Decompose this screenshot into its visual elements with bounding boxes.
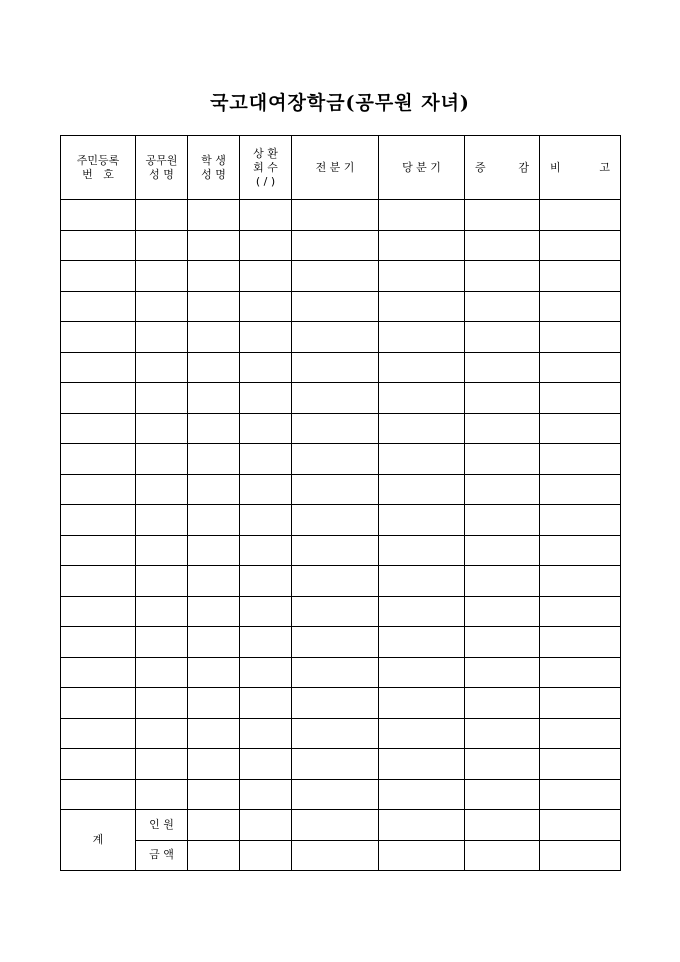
input-cell[interactable] <box>240 383 292 414</box>
input-cell[interactable] <box>379 749 465 780</box>
input-cell[interactable] <box>379 840 465 871</box>
header-row <box>61 136 621 200</box>
input-cell[interactable] <box>136 779 188 810</box>
header-change <box>465 136 540 200</box>
input-cell[interactable] <box>379 810 465 841</box>
input-cell[interactable] <box>61 230 136 261</box>
input-cell[interactable] <box>61 322 136 353</box>
input-cell[interactable] <box>240 749 292 780</box>
input-cell[interactable] <box>465 444 540 475</box>
header-text: ( / ) <box>255 174 276 188</box>
input-cell[interactable] <box>540 688 621 719</box>
input-cell[interactable] <box>240 291 292 322</box>
input-cell[interactable] <box>540 779 621 810</box>
input-cell[interactable] <box>292 596 379 627</box>
input-cell[interactable] <box>540 840 621 871</box>
input-cell[interactable] <box>540 627 621 658</box>
input-cell[interactable] <box>540 352 621 383</box>
input-cell[interactable] <box>61 200 136 231</box>
input-cell[interactable] <box>188 261 240 292</box>
input-cell[interactable] <box>61 596 136 627</box>
input-cell[interactable] <box>188 322 240 353</box>
table-row <box>61 200 621 231</box>
table-row <box>61 352 621 383</box>
input-cell[interactable] <box>465 352 540 383</box>
input-cell[interactable] <box>240 200 292 231</box>
input-cell[interactable] <box>240 230 292 261</box>
header-remarks <box>540 136 621 200</box>
input-cell[interactable] <box>188 810 240 841</box>
input-cell[interactable] <box>540 657 621 688</box>
header-previous-quarter <box>292 136 379 200</box>
input-cell[interactable] <box>540 383 621 414</box>
input-cell[interactable] <box>240 444 292 475</box>
input-cell[interactable] <box>379 291 465 322</box>
input-cell[interactable] <box>379 444 465 475</box>
input-cell[interactable] <box>540 413 621 444</box>
input-cell[interactable] <box>379 718 465 749</box>
header-text: 성 명 <box>201 167 226 181</box>
input-cell[interactable] <box>136 718 188 749</box>
input-cell[interactable] <box>292 413 379 444</box>
table-row <box>61 688 621 719</box>
input-cell[interactable] <box>188 657 240 688</box>
input-cell[interactable] <box>465 840 540 871</box>
total-label: 계 <box>61 810 136 871</box>
input-cell[interactable] <box>465 657 540 688</box>
input-cell[interactable] <box>465 322 540 353</box>
input-cell[interactable] <box>61 383 136 414</box>
input-cell[interactable] <box>465 230 540 261</box>
input-cell[interactable] <box>188 840 240 871</box>
input-cell[interactable] <box>292 749 379 780</box>
input-cell[interactable] <box>240 810 292 841</box>
input-cell[interactable] <box>540 322 621 353</box>
header-resident-number <box>61 136 136 200</box>
input-cell[interactable] <box>61 413 136 444</box>
input-cell[interactable] <box>465 505 540 536</box>
input-cell[interactable] <box>188 230 240 261</box>
input-cell[interactable] <box>465 596 540 627</box>
input-cell[interactable] <box>292 230 379 261</box>
input-cell[interactable] <box>292 322 379 353</box>
header-current-quarter <box>379 136 465 200</box>
input-cell[interactable] <box>379 200 465 231</box>
amount-label: 금 액 <box>136 840 188 871</box>
input-cell[interactable] <box>379 383 465 414</box>
input-cell[interactable] <box>379 322 465 353</box>
header-text: 당 분 기 <box>402 160 441 174</box>
input-cell[interactable] <box>540 718 621 749</box>
input-cell[interactable] <box>136 322 188 353</box>
input-cell[interactable] <box>61 474 136 505</box>
input-cell[interactable] <box>240 596 292 627</box>
input-cell[interactable] <box>136 627 188 658</box>
input-cell[interactable] <box>540 291 621 322</box>
header-official-name <box>136 136 188 200</box>
header-text: 증 <box>475 160 486 174</box>
footer-row-amount <box>61 840 621 871</box>
input-cell[interactable] <box>61 657 136 688</box>
input-cell[interactable] <box>61 444 136 475</box>
input-cell[interactable] <box>379 779 465 810</box>
input-cell[interactable] <box>379 535 465 566</box>
input-cell[interactable] <box>240 657 292 688</box>
input-cell[interactable] <box>465 383 540 414</box>
input-cell[interactable] <box>465 200 540 231</box>
input-cell[interactable] <box>540 230 621 261</box>
input-cell[interactable] <box>61 505 136 536</box>
table-row <box>61 383 621 414</box>
input-cell[interactable] <box>61 291 136 322</box>
table-row <box>61 535 621 566</box>
header-text: 감 <box>518 160 529 174</box>
input-cell[interactable] <box>136 383 188 414</box>
input-cell[interactable] <box>465 718 540 749</box>
input-cell[interactable] <box>188 566 240 597</box>
input-cell[interactable] <box>540 566 621 597</box>
input-cell[interactable] <box>188 291 240 322</box>
input-cell[interactable] <box>240 688 292 719</box>
input-cell[interactable] <box>465 474 540 505</box>
table-row <box>61 444 621 475</box>
header-repayment-count <box>240 136 292 200</box>
input-cell[interactable] <box>188 749 240 780</box>
input-cell[interactable] <box>292 779 379 810</box>
header-text: 회 수 <box>253 160 278 174</box>
header-text: 공무원 <box>145 153 178 167</box>
table-row <box>61 322 621 353</box>
input-cell[interactable] <box>540 810 621 841</box>
input-cell[interactable] <box>379 413 465 444</box>
input-cell[interactable] <box>540 444 621 475</box>
table-row <box>61 627 621 658</box>
input-cell[interactable] <box>292 474 379 505</box>
input-cell[interactable] <box>379 566 465 597</box>
input-cell[interactable] <box>188 627 240 658</box>
input-cell[interactable] <box>61 779 136 810</box>
input-cell[interactable] <box>465 535 540 566</box>
input-cell[interactable] <box>540 749 621 780</box>
input-cell[interactable] <box>240 322 292 353</box>
input-cell[interactable] <box>540 596 621 627</box>
input-cell[interactable] <box>188 352 240 383</box>
header-text: 주민등록 <box>76 153 120 167</box>
input-cell[interactable] <box>188 444 240 475</box>
input-cell[interactable] <box>240 474 292 505</box>
input-cell[interactable] <box>379 261 465 292</box>
input-cell[interactable] <box>188 535 240 566</box>
input-cell[interactable] <box>240 352 292 383</box>
input-cell[interactable] <box>136 230 188 261</box>
table-row <box>61 474 621 505</box>
table-row <box>61 413 621 444</box>
scholarship-table <box>60 135 621 871</box>
table-row <box>61 596 621 627</box>
input-cell[interactable] <box>136 688 188 719</box>
input-cell[interactable] <box>61 352 136 383</box>
page-title: 국고대여장학금(공무원 자녀) <box>210 92 470 114</box>
input-cell[interactable] <box>188 474 240 505</box>
input-cell[interactable] <box>379 627 465 658</box>
header-text: 상 환 <box>253 146 278 160</box>
input-cell[interactable] <box>136 474 188 505</box>
input-cell[interactable] <box>240 413 292 444</box>
input-cell[interactable] <box>292 505 379 536</box>
input-cell[interactable] <box>188 200 240 231</box>
input-cell[interactable] <box>465 810 540 841</box>
input-cell[interactable] <box>240 627 292 658</box>
input-cell[interactable] <box>136 596 188 627</box>
input-cell[interactable] <box>61 688 136 719</box>
input-cell[interactable] <box>465 688 540 719</box>
input-cell[interactable] <box>292 810 379 841</box>
input-cell[interactable] <box>188 505 240 536</box>
input-cell[interactable] <box>61 566 136 597</box>
input-cell[interactable] <box>379 474 465 505</box>
input-cell[interactable] <box>61 535 136 566</box>
table-row <box>61 749 621 780</box>
input-cell[interactable] <box>292 383 379 414</box>
header-text: 번 호 <box>82 167 114 181</box>
input-cell[interactable] <box>379 596 465 627</box>
input-cell[interactable] <box>292 200 379 231</box>
input-cell[interactable] <box>61 627 136 658</box>
input-cell[interactable] <box>465 627 540 658</box>
input-cell[interactable] <box>188 413 240 444</box>
input-cell[interactable] <box>292 291 379 322</box>
input-cell[interactable] <box>136 200 188 231</box>
footer-row-count <box>61 810 621 841</box>
input-cell[interactable] <box>379 230 465 261</box>
input-cell[interactable] <box>292 718 379 749</box>
input-cell[interactable] <box>136 352 188 383</box>
input-cell[interactable] <box>292 566 379 597</box>
input-cell[interactable] <box>136 505 188 536</box>
input-cell[interactable] <box>188 688 240 719</box>
input-cell[interactable] <box>292 261 379 292</box>
table-row <box>61 230 621 261</box>
input-cell[interactable] <box>136 261 188 292</box>
input-cell[interactable] <box>292 627 379 658</box>
input-cell[interactable] <box>379 505 465 536</box>
table-row <box>61 261 621 292</box>
input-cell[interactable] <box>540 505 621 536</box>
input-cell[interactable] <box>61 718 136 749</box>
input-cell[interactable] <box>136 413 188 444</box>
header-text: 학 생 <box>201 153 226 167</box>
input-cell[interactable] <box>292 444 379 475</box>
table-row <box>61 779 621 810</box>
input-cell[interactable] <box>292 352 379 383</box>
input-cell[interactable] <box>61 749 136 780</box>
header-text: 성 명 <box>149 167 174 181</box>
input-cell[interactable] <box>136 657 188 688</box>
input-cell[interactable] <box>240 535 292 566</box>
input-cell[interactable] <box>240 779 292 810</box>
input-cell[interactable] <box>188 718 240 749</box>
input-cell[interactable] <box>240 566 292 597</box>
input-cell[interactable] <box>465 779 540 810</box>
input-cell[interactable] <box>465 261 540 292</box>
input-cell[interactable] <box>188 779 240 810</box>
header-text: 비 <box>550 160 561 174</box>
input-cell[interactable] <box>240 840 292 871</box>
input-cell[interactable] <box>292 688 379 719</box>
input-cell[interactable] <box>465 291 540 322</box>
count-label: 인 원 <box>136 810 188 841</box>
input-cell[interactable] <box>61 261 136 292</box>
header-student-name <box>188 136 240 200</box>
input-cell[interactable] <box>188 596 240 627</box>
input-cell[interactable] <box>136 444 188 475</box>
input-cell[interactable] <box>465 749 540 780</box>
input-cell[interactable] <box>540 200 621 231</box>
input-cell[interactable] <box>240 505 292 536</box>
input-cell[interactable] <box>292 657 379 688</box>
table-row <box>61 718 621 749</box>
input-cell[interactable] <box>136 566 188 597</box>
input-cell[interactable] <box>136 749 188 780</box>
input-cell[interactable] <box>379 688 465 719</box>
table-row <box>61 505 621 536</box>
input-cell[interactable] <box>465 413 540 444</box>
input-cell[interactable] <box>292 535 379 566</box>
input-cell[interactable] <box>540 535 621 566</box>
input-cell[interactable] <box>188 383 240 414</box>
input-cell[interactable] <box>540 261 621 292</box>
input-cell[interactable] <box>136 535 188 566</box>
table-row <box>61 291 621 322</box>
table-row <box>61 566 621 597</box>
input-cell[interactable] <box>136 291 188 322</box>
header-text: 전 분 기 <box>315 160 355 174</box>
table-row <box>61 657 621 688</box>
input-cell[interactable] <box>540 474 621 505</box>
header-text: 고 <box>599 160 610 174</box>
input-cell[interactable] <box>240 718 292 749</box>
input-cell[interactable] <box>465 566 540 597</box>
input-cell[interactable] <box>379 352 465 383</box>
input-cell[interactable] <box>292 840 379 871</box>
input-cell[interactable] <box>379 657 465 688</box>
input-cell[interactable] <box>240 261 292 292</box>
